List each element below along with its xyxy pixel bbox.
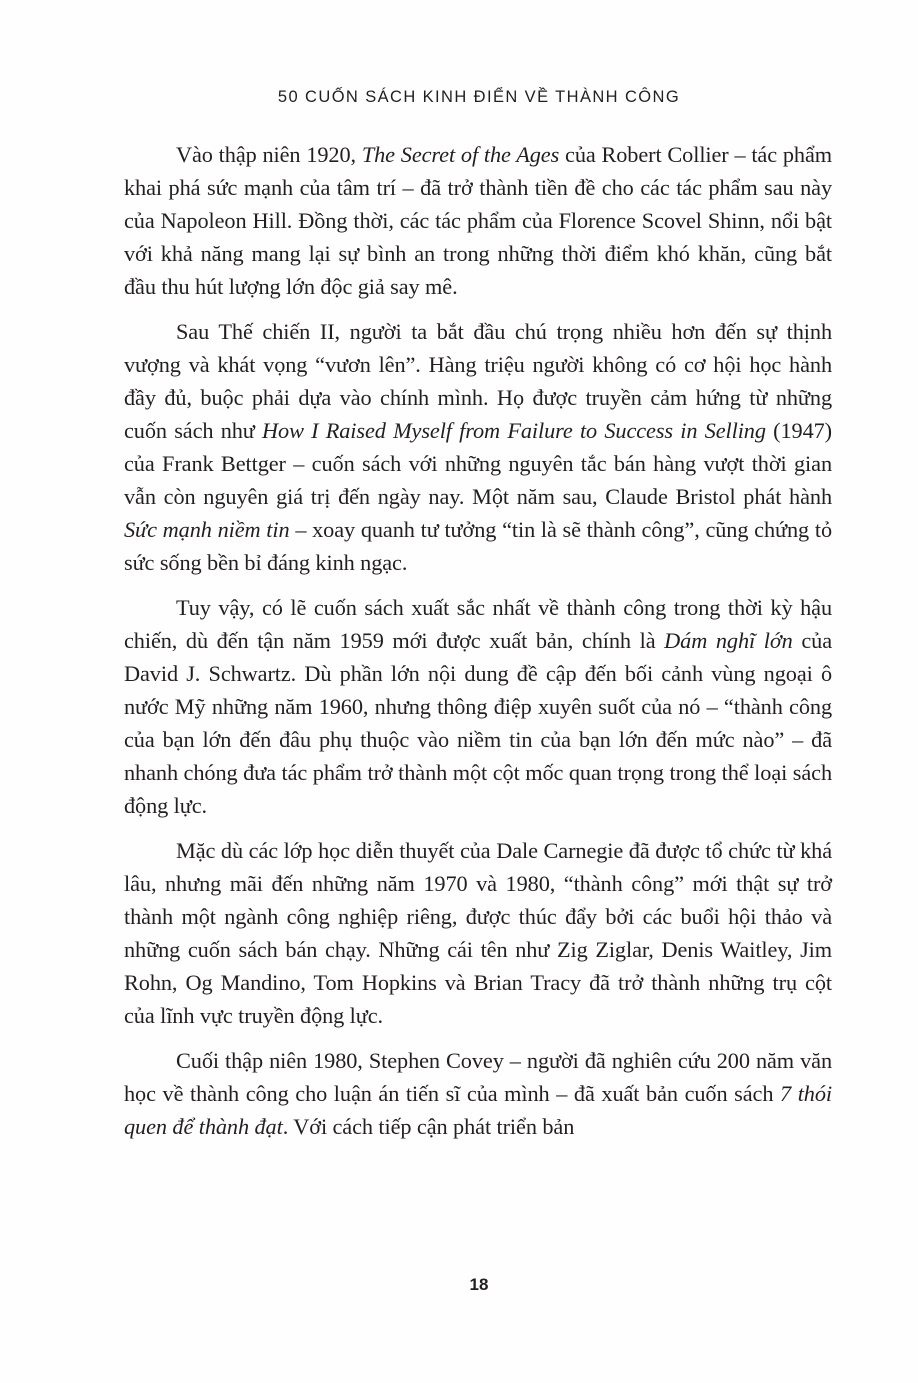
- paragraph-4: [124, 834, 832, 1032]
- book-title: Dám nghĩ lớn: [664, 628, 793, 653]
- page-number: 18: [469, 1275, 489, 1294]
- paragraph-2: [124, 315, 832, 579]
- text-segment: . Với cách tiếp cận phát triển bản: [282, 1114, 575, 1139]
- running-header: 50 CUỐN SÁCH KINH ĐIỂN VỀ THÀNH CÔNG: [277, 88, 681, 106]
- text-segment: của Robert Collier – tác phẩm khai phá sức mạnh của tâm trí – đã trở thành tiền đề cho các tác phẩm sau này của Napoleon Hill. Đồng thời, các tác phẩm của Florence Scovel Shinn, nổi bật với khả năng mang lại sự bình an trong những thời điểm khó khăn, cũng bắt đầu thu hút lượng lớn độc giả say mê.: [124, 142, 832, 299]
- text-segment: Cuối thập niên 1980, Stephen Covey – người đã nghiên cứu 200 năm văn học về thành công cho luận án tiến sĩ của mình – đã xuất bản cuốn sách: [124, 1048, 832, 1106]
- paragraph-1: [124, 138, 832, 303]
- text-segment: (1947) của Frank Bettger – cuốn sách với những nguyên tắc bán hàng vượt thời gian vẫn còn nguyên giá trị đến ngày nay. Một năm sau, Claude Bristol phát hành: [124, 418, 832, 509]
- book-title: How I Raised Myself from Failure to Success in Selling: [262, 418, 766, 443]
- text-segment: của David J. Schwartz. Dù phần lớn nội dung đề cập đến bối cảnh vùng ngoại ô nước Mỹ những năm 1960, nhưng thông điệp xuyên suốt của nó – “thành công của bạn lớn đến đâu phụ thuộc vào niềm tin của bạn lớn đến mức nào” – đã nhanh chóng đưa tác phẩm trở thành một cột mốc quan trọng trong thể loại sách động lực.: [124, 628, 832, 818]
- body-text: [124, 138, 832, 1155]
- paragraph-5: [124, 1044, 832, 1143]
- text-segment: Vào thập niên 1920,: [176, 142, 362, 167]
- book-title: The Secret of the Ages: [361, 142, 560, 167]
- text-segment: – xoay quanh tư tưởng “tin là sẽ thành công”, cũng chứng tỏ sức sống bền bỉ đáng kinh ngạc.: [124, 517, 833, 575]
- paragraph-3: [124, 591, 832, 822]
- text-segment: Sau Thế chiến II, người ta bắt đầu chú trọng nhiều hơn đến sự thịnh vượng và khát vọng “vươn lên”. Hàng triệu người không có cơ hội học hành đầy đủ, buộc phải dựa vào chính mình. Họ được truyền cảm hứng từ những cuốn sách như: [124, 319, 832, 443]
- text-segment: Tuy vậy, có lẽ cuốn sách xuất sắc nhất về thành công trong thời kỳ hậu chiến, dù đến tận năm 1959 mới được xuất bản, chính là: [124, 595, 832, 653]
- book-title: 7 thói quen để thành đạt: [124, 1081, 832, 1139]
- text-segment: Mặc dù các lớp học diễn thuyết của Dale Carnegie đã được tổ chức từ khá lâu, nhưng mãi đến những năm 1970 và 1980, “thành công” mới thật sự trở thành một ngành công nghiệp riêng, được thúc đẩy bởi các buổi hội thảo và những cuốn sách bán chạy. Những cái tên như Zig Ziglar, Denis Waitley, Jim Rohn, Og Mandino, Tom Hopkins và Brian Tracy đã trở thành những trụ cột của lĩnh vực truyền động lực.: [124, 838, 832, 1028]
- book-title: Sức mạnh niềm tin: [124, 517, 290, 542]
